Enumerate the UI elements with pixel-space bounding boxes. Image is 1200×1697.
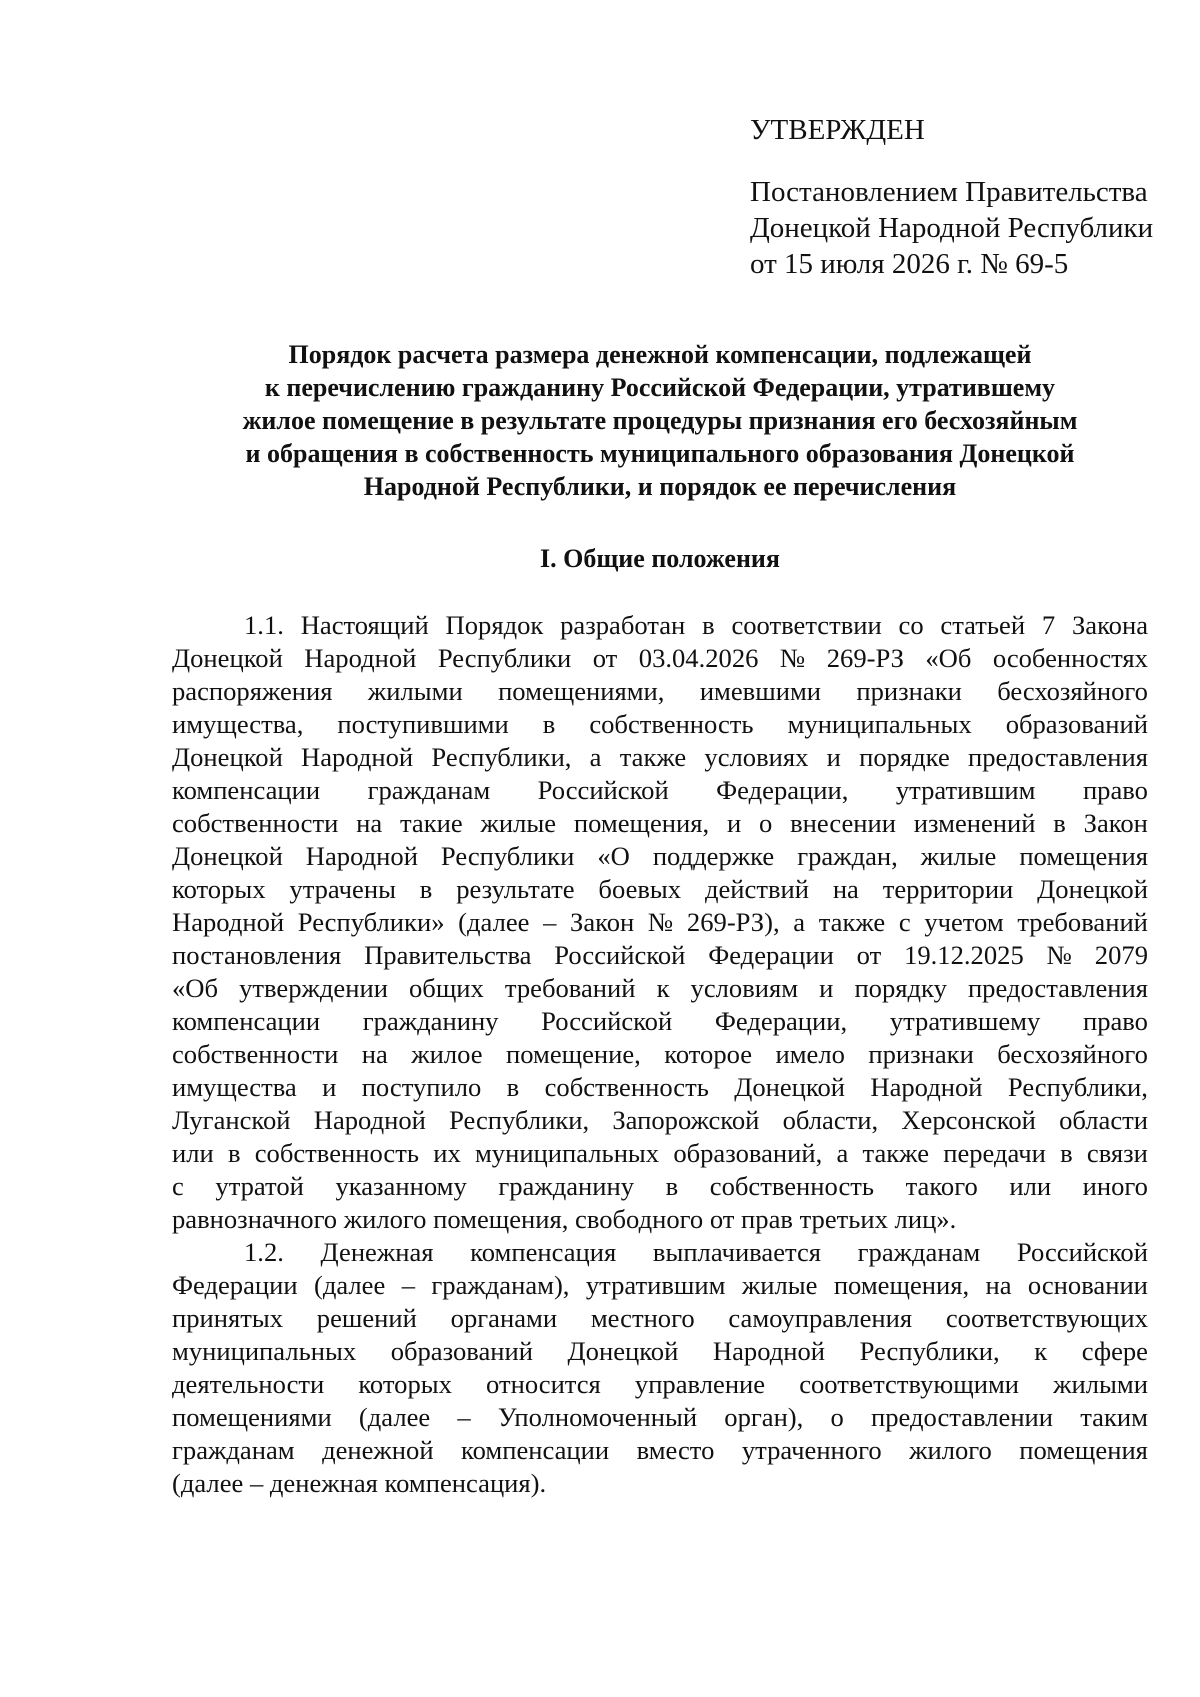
paragraph-line: Донецкой Народной Республики «О поддержке граждан, жилые помещения [172,841,1148,871]
approval-line: Донецкой Народной Республики [750,212,1154,244]
approval-heading: УТВЕРЖДЕН [750,114,925,146]
paragraph-line: (далее – денежная компенсация). [172,1468,547,1498]
section-heading: I. Общие положения [540,544,780,573]
paragraph-line: распоряжения жилыми помещениями, имевшими признаки бесхозяйного [172,676,1148,706]
paragraph-line: равнозначного жилого помещения, свободного от прав третьих лиц». [172,1204,957,1234]
document-body [172,609,1148,1500]
paragraph-line: имущества и поступило в собственность Донецкой Народной Республики, [172,1072,1148,1102]
paragraph-line: собственности на такие жилые помещения, и о внесении изменений в Закон [172,808,1148,838]
paragraph-line: гражданам денежной компенсации вместо утраченного жилого помещения [172,1435,1148,1465]
paragraph-line: или в собственность их муниципальных образований, а также передачи в связи [172,1138,1148,1168]
paragraph-line: «Об утверждении общих требований к условиям и порядку предоставления [172,973,1148,1003]
paragraph-line: Федерации (далее – гражданам), утратившим жилые помещения, на основании [172,1270,1148,1300]
paragraph-1-1 [172,609,1148,1236]
paragraph-line: компенсации гражданам Российской Федерации, утратившим право [172,775,1148,805]
paragraph-line: 1.1. Настоящий Порядок разработан в соответствии со статьей 7 Закона [244,610,1148,640]
paragraph-line: Донецкой Народной Республики, а также условиях и порядке предоставления [172,742,1148,772]
paragraph-line: помещениями (далее – Уполномоченный орган), о предоставлении таким [172,1402,1148,1432]
paragraph-line: имущества, поступившими в собственность муниципальных образований [172,709,1148,739]
paragraph-line: с утратой указанному гражданину в собственность такого или иного [172,1171,1148,1201]
paragraph-line: постановления Правительства Российской Федерации от 19.12.2025 № 2079 [172,940,1148,970]
paragraph-line: собственности на жилое помещение, которое имело признаки бесхозяйного [172,1039,1148,1069]
title-line: Порядок расчета размера денежной компенсации, подлежащей [288,340,1032,369]
paragraph-line: принятых решений органами местного самоуправления соответствующих [172,1303,1148,1333]
paragraph-1-2 [172,1236,1148,1500]
paragraph-line: которых утрачены в результате боевых действий на территории Донецкой [172,874,1148,904]
paragraph-line: Народной Республики» (далее – Закон № 269-РЗ), а также с учетом требований [172,907,1148,937]
title-line: Народной Республики, и порядок ее перечисления [363,472,957,501]
paragraph-line: деятельности которых относится управление соответствующими жилыми [172,1369,1148,1399]
approval-stamp [750,112,1170,282]
title-line: и обращения в собственность муниципального образования Донецкой [245,439,1075,468]
title-line: жилое помещение в результате процедуры признания его бесхозяйным [242,406,1078,435]
paragraph-line: муниципальных образований Донецкой Народной Республики, к сфере [172,1336,1148,1366]
title-line: к перечислению гражданину Российской Федерации, утратившему [264,373,1056,402]
paragraph-line: компенсации гражданину Российской Федерации, утратившему право [172,1006,1148,1036]
paragraph-line: 1.2. Денежная компенсация выплачивается гражданам Российской [244,1237,1148,1267]
approval-line: от 15 июля 2026 г. № 69-5 [750,248,1069,280]
document-title [170,338,1150,503]
paragraph-line: Луганской Народной Республики, Запорожской области, Херсонской области [172,1105,1148,1135]
approval-line: Постановлением Правительства [750,176,1148,208]
paragraph-line: Донецкой Народной Республики от 03.04.2026 № 269-РЗ «Об особенностях [172,643,1148,673]
